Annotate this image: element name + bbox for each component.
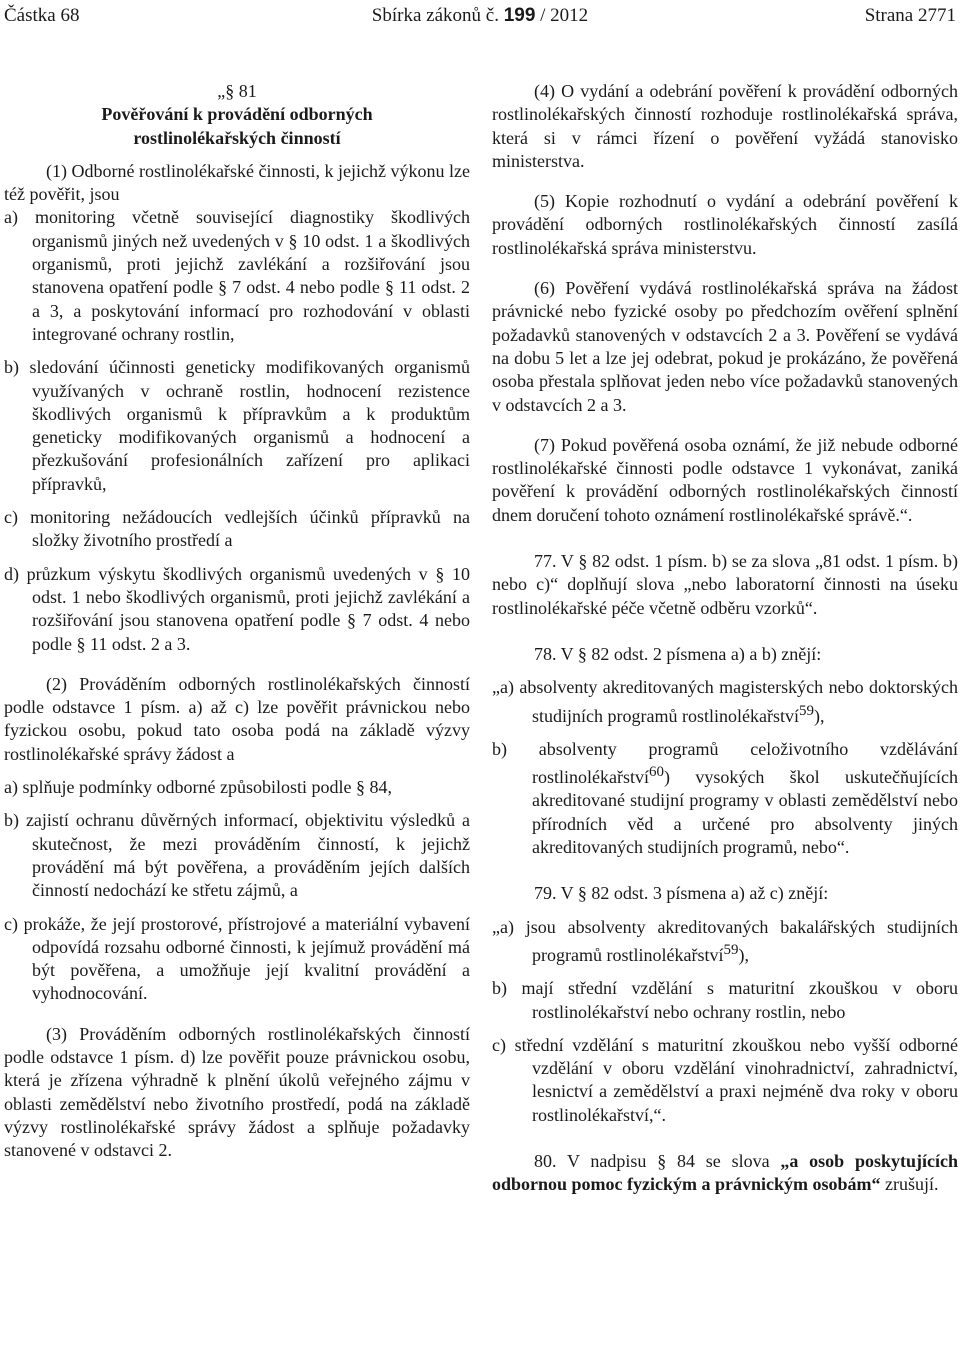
section-title-line-1: Pověřování k provádění odborných (101, 104, 373, 125)
paragraph-6: (6) Pověření vydává rostlinolékařská správa na žádost právnické nebo fyzické osoby po předchozím ověření splnění požadavků stanovených v odstavcích 2 a 3. Pověření se vydává na dobu 5 let a lze jej odebrat, pokud je prokázáno, že pověřená osoba přestala splňovat jeden nebo více požadavků stanovených v odstavcích 2 a 3. (492, 278, 958, 415)
footnote-ref: 59 (798, 702, 814, 719)
paragraph-2-item-c: c) prokáže, že její prostorové, přístrojové a materiální vybavení odpovídá rozsahu odborné činnosti, k jejímuž provádění má být pověřena, a umožňuje její kvalitní provádění a vyhodnocování. (4, 913, 470, 1004)
paragraph-4: (4) O vydání a odebrání pověření k provádění odborných rostlinolékařských činností rozhoduje rostlinolékařská správa, která si v rámci řízení o pověření vyžádá stanovisko ministerstva. (492, 81, 958, 171)
amendment-78-item-b: b) absolventy programů celoživotního vzdělávání rostlinolékařství$^{60}$) vysokých škol uskutečňujících akreditované studijní programy v oblasti zemědělství nebo přírodních věd a určené pro absolventy jiných akreditovaných studijních programů, nebo“. (492, 738, 958, 858)
right-column (492, 80, 958, 1197)
left-column (4, 80, 470, 1162)
paragraph-2-intro: (2) Prováděním odborných rostlinolékařských činností podle odstavce 1 písm. a) až c) lze pověřit právnickou nebo fyzickou osobu, pokud tato osoba podá na základě výzvy rostlinolékařské správy žádost a (4, 673, 470, 764)
header-issue: Částka 68 (4, 5, 80, 26)
paragraph-1-item-c: c) monitoring nežádoucích vedlejších účinků přípravků na složky životního prostředí a (4, 507, 470, 551)
paragraph-1-item-d: d) průzkum výskytu škodlivých organismů uvedených v § 10 odst. 1 nebo škodlivých organismů, proti jejichž zavlékání a rozšiřování jsou stanovena opatření podle § 7 odst. 4 nebo podle § 11 odst. 2 a 3. (4, 563, 470, 654)
section-title-line-2: rostlinolékařských činností (133, 127, 341, 148)
paragraph-2-item-b: b) zajistí ochranu důvěrných informací, objektivitu výsledků a skutečnost, že mezi prováděním činností, k jejichž provádění má být pověřena, a prováděním jejích dalších činností nedochází ke střetu zájmů, a (4, 810, 470, 901)
footnote-ref: 60 (648, 764, 664, 781)
paragraph-2-item-a: a) splňuje podmínky odborné způsobilosti podle § 84, (4, 777, 392, 798)
paragraph-1-item-a: a) monitoring včetně související diagnostiky škodlivých organismů jiných než uvedených v § 10 odst. 1 a škodlivých organismů, proti jejichž zavlékání a rozšiřování jsou stanovena opatření podle § 7 odst. 4 nebo podle § 11 odst. 2 a 3, a poskytování informací pro rozhodování v oblasti integrované ochrany rostlin, (4, 207, 470, 344)
amendment-79-item-a: „a) jsou absolventy akreditovaných bakalářských studijních programů rostlinolékařství$^{59}$), (492, 916, 958, 965)
page-header (4, 4, 956, 34)
amendment-78: 78. V § 82 odst. 2 písmena a) a b) znějí: (534, 643, 822, 664)
paragraph-1-intro: (1) Odborné rostlinolékařské činnosti, k jejichž výkonu lze též pověřit, jsou (4, 160, 470, 205)
paragraph-7: (7) Pokud pověřená osoba oznámí, že již nebude odborné rostlinolékařské činnosti podle odstavce 1 vykonávat, zaniká pověření k provádění odborných rostlinolékařských činností dnem doručení tohoto oznámení rostlinolékařské správě.“. (492, 434, 958, 525)
amendment-79-item-c: c) střední vzdělání s maturitní zkouškou nebo vyšší odborné vzdělání v oboru vzdělání vinohradnictví, zahradnictví, lesnictví a zemědělství a praxi nejméně dva roky v oboru rostlinolékařství,“. (492, 1034, 958, 1125)
footnote-ref: 59 (723, 941, 739, 958)
header-page-number: Strana 2771 (864, 5, 956, 26)
header-collection: Sbírka zákonů č. 199 / 2012 (371, 5, 589, 26)
amendment-78-item-a: „a) absolventy akreditovaných magisterských nebo doktorských studijních programů rostlinolékařství$^{59}$), (492, 677, 958, 726)
amendment-79: 79. V § 82 odst. 3 písmena a) až c) znějí: (534, 883, 829, 904)
paragraph-3: (3) Prováděním odborných rostlinolékařských činností podle odstavce 1 písm. d) lze pověřit pouze právnickou osobu, která je zřízena výhradně k plnění úkolů veřejného zájmu v oblasti zemědělství nebo životního prostředí, podá na základě výzvy rostlinolékařské správy žádost a splňuje požadavky stanovené v odstavci 2. (4, 1023, 470, 1161)
amendment-80: 80. V nadpisu § 84 se slova „a osob poskytujících odbornou pomoc fyzickým a právnickým osobám“ zrušují. (492, 1150, 958, 1195)
paragraph-1-item-b: b) sledování účinnosti geneticky modifikovaných organismů využívaných v ochraně rostlin, hodnocení rezistence škodlivých organismů k přípravkům a k produktům geneticky modifikovaných organismů a hodnocení a přezkušování profesionálních zařízení pro aplikaci přípravků, (4, 357, 470, 494)
paragraph-5: (5) Kopie rozhodnutí o vydání a odebrání pověření k provádění odborných rostlinolékařských činností zasílá rostlinolékařská správa ministerstvu. (492, 191, 958, 258)
amendment-77: 77. V § 82 odst. 1 písm. b) se za slova „81 odst. 1 písm. b) nebo c)“ doplňují slova „nebo laboratorní činnosti na úseku rostlinolékařské péče včetně odběru vzorků“. (492, 551, 958, 618)
amendment-79-item-b: b) mají střední vzdělání s maturitní zkouškou v oboru rostlinolékařství nebo ochrany rostlin, nebo (492, 978, 958, 1022)
section-heading: „§ 81 (217, 81, 257, 101)
